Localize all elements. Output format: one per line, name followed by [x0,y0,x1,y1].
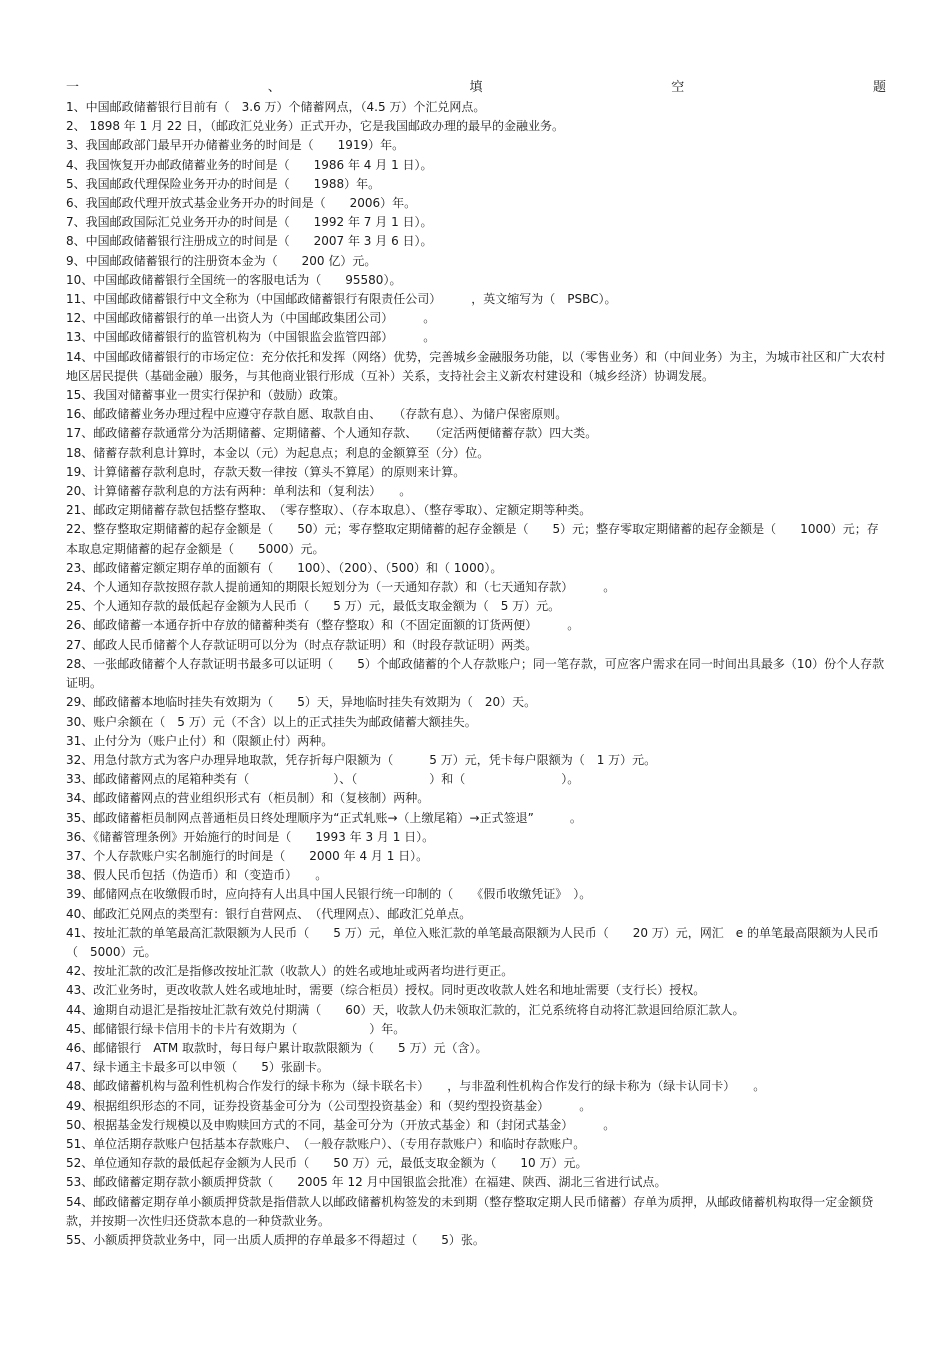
question-item: 20、计算储蓄存款利息的方法有两种：单利法和（复利法） 。 [66,484,412,499]
question-item: 40、邮政汇兑网点的类型有：银行自营网点、 （代理网点）、邮政汇兑单点。 [66,906,472,921]
question-item: 12、中国邮政储蓄银行的单一出资人为（中国邮政集团公司） 。 [66,311,436,326]
question-item: 55、小额质押贷款业务中，同一出质人质押的存单最多不得超过（ 5）张。 [66,1232,485,1247]
question-item: 13、中国邮政储蓄银行的监管机构为（中国银监会监管四部） 。 [66,330,436,345]
question-item: 26、邮政储蓄一本通存折中存放的储蓄种类有（整存整取）和（不固定面额的订货两便） 。 [66,618,580,633]
question-item: 49、根据组织形态的不同，证券投资基金可分为（公司型投资基金）和（契约型投资基金） 。 [66,1098,592,1113]
question-item: 38、假人民币包括（伪造币）和（变造币） 。 [66,868,328,883]
question-item: 30、账户余额在（ 5 万）元（不含）以上的正式挂失为邮政储蓄大额挂失。 [66,714,477,729]
question-item: 48、邮政储蓄机构与盈利性机构合作发行的绿卡称为（绿卡联名卡） ，与非盈利性机构合作发行的绿卡称为（绿卡认同卡） 。 [66,1079,766,1094]
title-char: 填 [469,80,483,95]
question-item: 8、中国邮政储蓄银行注册成立的时间是（ 2007 年 3 月 6 日）。 [66,234,433,249]
question-item: 42、按址汇款的改汇是指修改按址汇款（收款人）的姓名或地址或两者均进行更正。 [66,964,514,979]
question-item: 7、我国邮政国际汇兑业务开办的时间是（ 1992 年 7 月 1 日）。 [66,215,433,230]
document-page [66,78,886,1250]
question-item: 31、止付分为（账户止付）和（限额止付）两种。 [66,733,334,748]
title-char: 一 [66,80,80,95]
question-item: 22、整存整取定期储蓄的起存金额是（ 50）元；零存整取定期储蓄的起存金额是（ 5）元；整存零取定期储蓄的起存金额是（ 1000）元；存本取息定期储蓄的起存金额是（ 5000）元。 [66,522,879,556]
question-item: 44、逾期自动退汇是指按址汇款有效兑付期满（ 60）天，收款人仍未领取汇款的，汇兑系统将自动将汇款退回给原汇款人。 [66,1002,745,1017]
question-item: 18、储蓄存款利息计算时，本金以（元）为起息点；利息的金额算至（分）位。 [66,445,490,460]
question-item: 36、《储蓄管理条例》开始施行的时间是（ 1993 年 3 月 1 日）。 [66,829,435,844]
question-item: 34、邮政储蓄网点的营业组织形式有（柜员制）和（复核制）两种。 [66,791,430,806]
question-item: 47、绿卡通主卡最多可以申领（ 5）张副卡。 [66,1060,329,1075]
question-item: 16、邮政储蓄业务办理过程中应遵守存款自愿、取款自由、 （存款有息）、为储户保密原则。 [66,407,568,422]
question-item: 17、邮政储蓄存款通常分为活期储蓄、定期储蓄、个人通知存款、 （定活两便储蓄存款）四大类。 [66,426,598,441]
question-item: 27、邮政人民币储蓄个人存款证明可以分为（时点存款证明）和（时段存款证明）两类。 [66,637,538,652]
title-char: 、 [267,80,281,95]
question-item: 4、我国恢复开办邮政储蓄业务的时间是（ 1986 年 4 月 1 日）。 [66,157,433,172]
question-item: 5、我国邮政代理保险业务开办的时间是（ 1988）年。 [66,176,381,191]
question-item: 39、邮储网点在收缴假币时，应向持有人出具中国人民银行统一印制的（ 《假币收缴凭证》 ）。 [66,887,592,902]
question-item: 52、单位通知存款的最低起存金额为人民币（ 50 万）元，最低支取金额为（ 10 万）元。 [66,1156,588,1171]
question-item: 23、邮政储蓄定额定期存单的面额有（ 100）、（200）、（500）和（ 1000）。 [66,560,503,575]
title-char: 空 [671,80,685,95]
question-item: 41、按址汇款的单笔最高汇款限额为人民币（ 5 万）元，单位入账汇款的单笔最高限额为人民币（ 20 万）元，网汇 e 的单笔最高限额为人民币（ 5000）元。 [66,925,880,959]
question-item: 15、我国对储蓄事业一贯实行保护和（鼓励）政策。 [66,388,346,403]
question-item: 6、我国邮政代理开放式基金业务开办的时间是（ 2006）年。 [66,196,417,211]
question-item: 1、中国邮政储蓄银行目前有（ 3.6 万）个储蓄网点，（4.5 万）个汇兑网点。 [66,100,486,114]
question-item: 3、我国邮政部门最早开办储蓄业务的时间是（ 1919）年。 [66,138,405,153]
question-item: 14、中国邮政储蓄银行的市场定位：充分依托和发挥（网络）优势，完善城乡金融服务功能，以（零售业务）和（中间业务）为主，为城市社区和广大农村地区居民提供（基础金融）服务，与其他商业银行形成（互补）关系，支持社会主义新农村建设和（城乡经济）协调发展。 [66,349,886,383]
question-item: 29、邮政储蓄本地临时挂失有效期为（ 5）天，异地临时挂失有效期为（ 20）天。 [66,695,537,710]
question-item: 35、邮政储蓄柜员制网点普通柜员日终处理顺序为“正式轧账→（上缴尾箱）→正式签退” 。 [66,810,582,825]
question-item: 28、一张邮政储蓄个人存款证明书最多可以证明（ 5）个邮政储蓄的个人存款账户；同一笔存款，可应客户需求在同一时间出具最多（10）份个人存款证明。 [66,656,885,691]
question-item: 51、单位活期存款账户包括基本存款账户、 （一般存款账户）、（专用存款账户）和临时存款账户。 [66,1136,586,1151]
question-item: 54、邮政储蓄定期存单小额质押贷款是指借款人以邮政储蓄机构签发的未到期（整存整取定期人民币储蓄）存单为质押，从邮政储蓄机构取得一定金额贷款，并按期一次性归还贷款本息的一种贷款业务。 [66,1194,874,1228]
question-item: 21、邮政定期储蓄存款包括整存整取、 （零存整取）、（存本取息）、（整存零取）、定额定期等种类。 [66,503,592,518]
question-item: 53、邮政储蓄定期存款小额质押贷款（ 2005 年 12 月中国银监会批准）在福建、陕西、湖北三省进行试点。 [66,1175,667,1190]
question-item: 11、中国邮政储蓄银行中文全称为（中国邮政储蓄银行有限责任公司） ，英文缩写为（ PSBC）。 [66,292,617,307]
title-char: 题 [872,80,886,95]
question-item: 19、计算储蓄存款利息时，存款天数一律按（算头不算尾）的原则来计算。 [66,464,466,479]
question-item: 33、邮政储蓄网点的尾箱种类有（ ）、（ ）和（ ）。 [66,772,580,787]
section-title [66,78,886,98]
question-item: 46、邮储银行 ATM 取款时，每日每户累计取款限额为（ 5 万）元（含）。 [66,1040,488,1055]
question-item: 25、个人通知存款的最低起存金额为人民币（ 5 万）元，最低支取金额为（ 5 万）元。 [66,599,561,614]
question-item: 9、中国邮政储蓄银行的注册资本金为（ 200 亿）元。 [66,253,377,268]
question-item: 2、 1898 年 1 月 22 日，（邮政汇兑业务）正式开办，它是我国邮政办理的最早的金融业务。 [66,119,564,134]
question-item: 24、个人通知存款按照存款人提前通知的期限长短划分为（一天通知存款）和（七天通知存款） 。 [66,580,616,595]
question-item: 32、用急付款方式为客户办理异地取款，凭存折每户限额为（ 5 万）元，凭卡每户限额为（ 1 万）元。 [66,752,657,767]
question-item: 37、个人存款账户实名制施行的时间是（ 2000 年 4 月 1 日）。 [66,848,429,863]
question-item: 50、根据基金发行规模以及申购赎回方式的不同，基金可分为（开放式基金）和（封闭式基金） 。 [66,1117,616,1132]
question-item: 10、中国邮政储蓄银行全国统一的客服电话为（ 95580）。 [66,272,402,287]
question-item: 45、邮储银行绿卡信用卡的卡片有效期为（ ）年。 [66,1021,406,1036]
question-item: 43、改汇业务时，更改收款人姓名或地址时，需要（综合柜员）授权。同时更改收款人姓名和地址需要（支行长）授权。 [66,983,706,998]
